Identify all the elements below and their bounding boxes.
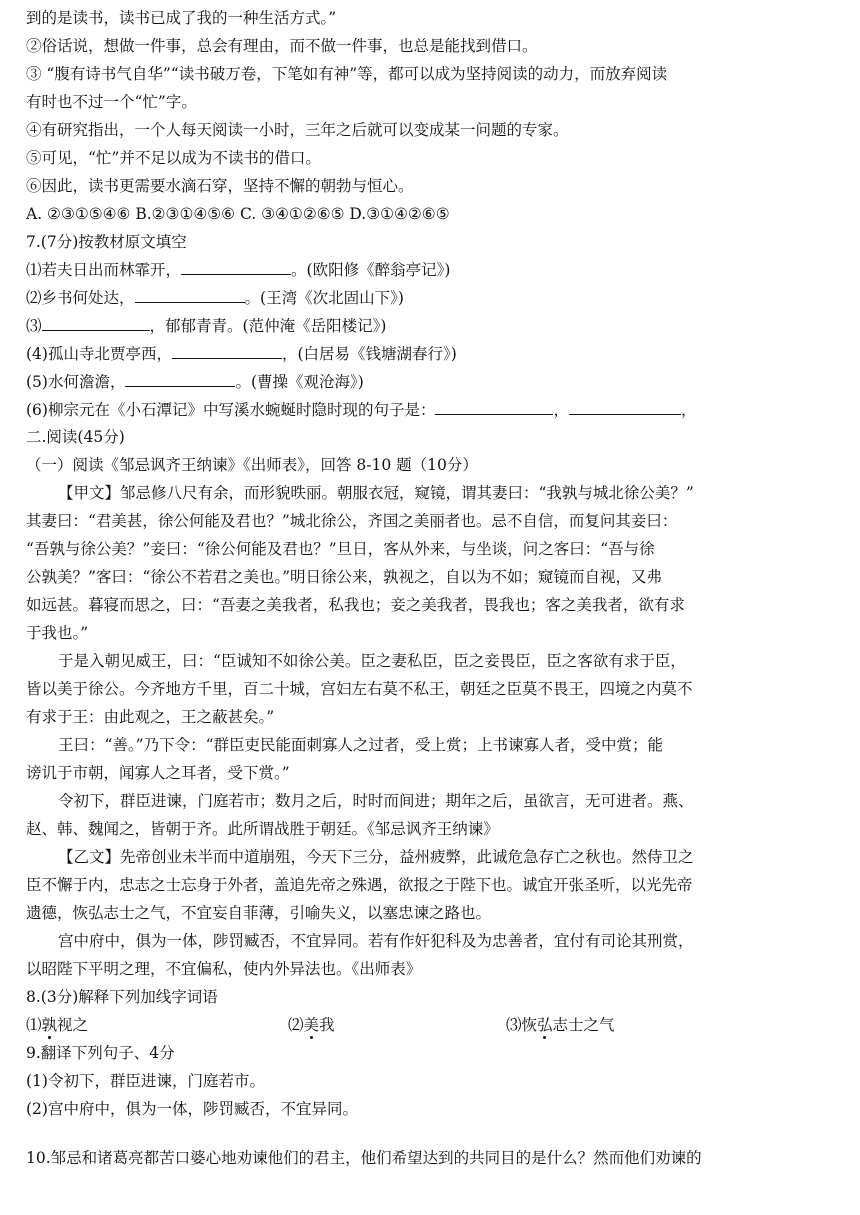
q9-item: (1)令初下，群臣进谏，门庭若市。 bbox=[26, 1072, 265, 1090]
section-subtitle: （一）阅读《邹忌讽齐王纳谏》《出师表》，回答 8-10 题（10分） bbox=[26, 456, 478, 474]
answer-blank[interactable] bbox=[181, 259, 291, 275]
answer-blank[interactable] bbox=[135, 287, 245, 303]
fill-item-3: ⑶ ，郁郁青青。(范仲淹《岳阳楼记》) bbox=[26, 317, 387, 335]
question-7-title: 7.(7分)按教材原文填空 bbox=[26, 233, 187, 251]
passage-line: 赵、韩、魏闻之，皆朝于齐。此所谓战胜于朝廷。《邹忌讽齐王纳谏》 bbox=[26, 820, 499, 838]
q8-item-1: ⑴孰视之 bbox=[26, 1016, 89, 1034]
text-line: ④有研究指出，一个人每天阅读一小时，三年之后就可以变成某一问题的专家。 bbox=[26, 121, 569, 139]
passage-line: 令初下，群臣进谏，门庭若市；数月之后，时时而间进；期年之后，虽欲言，无可进者。燕、 bbox=[58, 792, 694, 810]
question-8-title: 8.(3分)解释下列加线字词语 bbox=[26, 988, 218, 1006]
q8-item-2: ⑵美我 bbox=[288, 1016, 335, 1034]
section-title: 二.阅读(45分) bbox=[26, 428, 125, 446]
text-line: 到的是读书，读书已成了我的一种生活方式。” bbox=[26, 9, 337, 27]
passage-line: 其妻曰：“君美甚，徐公何能及君也？”城北徐公，齐国之美丽者也。忌不自信，而复问其妾曰： bbox=[26, 512, 678, 530]
text-line: ⑤可见，“忙”并不足以成为不读书的借口。 bbox=[26, 149, 321, 167]
passage-line: 臣不懈于内，忠志之士忘身于外者，盖追先帝之殊遇，欲报之于陛下也。诚宜开张圣听，以光先帝 bbox=[26, 876, 693, 894]
answer-blank[interactable] bbox=[172, 343, 282, 359]
passage-line: 于我也。” bbox=[26, 624, 89, 642]
passage-line: 于是入朝见威王，曰：“臣诚知不如徐公美。臣之妻私臣，臣之妾畏臣，臣之客欲有求于臣， bbox=[58, 652, 686, 670]
fill-item-2: ⑵乡书何处达， 。(王湾《次北固山下》) bbox=[26, 289, 404, 307]
answer-blank[interactable] bbox=[569, 399, 681, 415]
q9-item: (2)宫中府中，俱为一体，陟罚臧否，不宜异同。 bbox=[26, 1100, 358, 1118]
fill-item-1: ⑴若夫日出而林霏开， 。(欧阳修《醉翁亭记》) bbox=[26, 261, 451, 279]
answer-blank[interactable] bbox=[42, 315, 150, 331]
answer-options: A. ②③①⑤④⑥ B.②③①④⑤⑥ C. ③④①②⑥⑤ D.③①④②⑥⑤ bbox=[26, 205, 450, 223]
text-line: ⑥因此，读书更需要水滴石穿，坚持不懈的朝勃与恒心。 bbox=[26, 177, 414, 195]
answer-blank[interactable] bbox=[435, 399, 553, 415]
text-line: 有时也不过一个“忙”字。 bbox=[26, 93, 197, 111]
question-9-title: 9.翻译下列句子、4分 bbox=[26, 1044, 175, 1062]
passage-line: 遗德，恢弘志士之气，不宜妄自菲薄，引喻失义，以塞忠谏之路也。 bbox=[26, 904, 492, 922]
passage-line: 【甲文】邹忌修八尺有余，而形貌昳丽。朝服衣冠，窥镜，谓其妻曰：“我孰与城北徐公美？” bbox=[58, 484, 694, 502]
passage-line: 如远甚。暮寝而思之，曰：“吾妻之美我者，私我也；妾之美我者，畏我也；客之美我者，欲有求 bbox=[26, 596, 685, 614]
question-10-title: 10.邹忌和诸葛亮都苦口婆心地劝谏他们的君主，他们希望达到的共同目的是什么？然而他们劝谏的 bbox=[26, 1149, 702, 1167]
passage-line: “吾孰与徐公美？”妾曰：“徐公何能及君也？”旦日，客从外来，与坐谈，问之客曰：“吾与徐 bbox=[26, 540, 655, 558]
passage-line: 有求于王：由此观之，王之蔽甚矣。” bbox=[26, 708, 275, 726]
passage-line: 【乙文】先帝创业未半而中道崩殂，今天下三分，益州疲弊，此诚危急存亡之秋也。然侍卫之 bbox=[58, 848, 694, 866]
passage-line: 王曰：“善。”乃下令：“群臣吏民能面刺寡人之过者，受上赏；上书谏寡人者，受中赏；能 bbox=[58, 736, 664, 754]
fill-item-5: (5)水何澹澹， 。(曹操《观沧海》) bbox=[26, 373, 364, 391]
passage-line: 谤讥于市朝，闻寡人之耳者，受下赏。” bbox=[26, 764, 290, 782]
fill-item-4: (4)孤山寺北贾亭西， ，(白居易《钱塘湖春行》) bbox=[26, 345, 457, 363]
passage-line: 皆以美于徐公。今齐地方千里，百二十城，宫妇左右莫不私王，朝廷之臣莫不畏王，四境之内莫不 bbox=[26, 680, 693, 698]
answer-blank[interactable] bbox=[125, 371, 235, 387]
text-line: ②俗话说，想做一件事，总会有理由，而不做一件事，也总是能找到借口。 bbox=[26, 37, 538, 55]
text-line: ③ “腹有诗书气自华”“读书破万卷，下笔如有神”等，都可以成为坚持阅读的动力，而放弃阅读 bbox=[26, 65, 668, 83]
passage-line: 以昭陛下平明之理，不宜偏私，使内外异法也。《出师表》 bbox=[26, 960, 422, 978]
passage-line: 公孰美？”客曰：“徐公不若君之美也。”明日徐公来，孰视之，自以为不如；窥镜而自视，又弗 bbox=[26, 568, 663, 586]
passage-line: 宫中府中，俱为一体，陟罚臧否，不宜异同。若有作奸犯科及为忠善者，宜付有司论其刑赏， bbox=[58, 932, 694, 950]
fill-item-6: (6)柳宗元在《小石潭记》中写溪水蜿蜒时隐时现的句子是： ， ， bbox=[26, 401, 697, 419]
q8-item-3: ⑶恢弘志士之气 bbox=[506, 1016, 615, 1034]
